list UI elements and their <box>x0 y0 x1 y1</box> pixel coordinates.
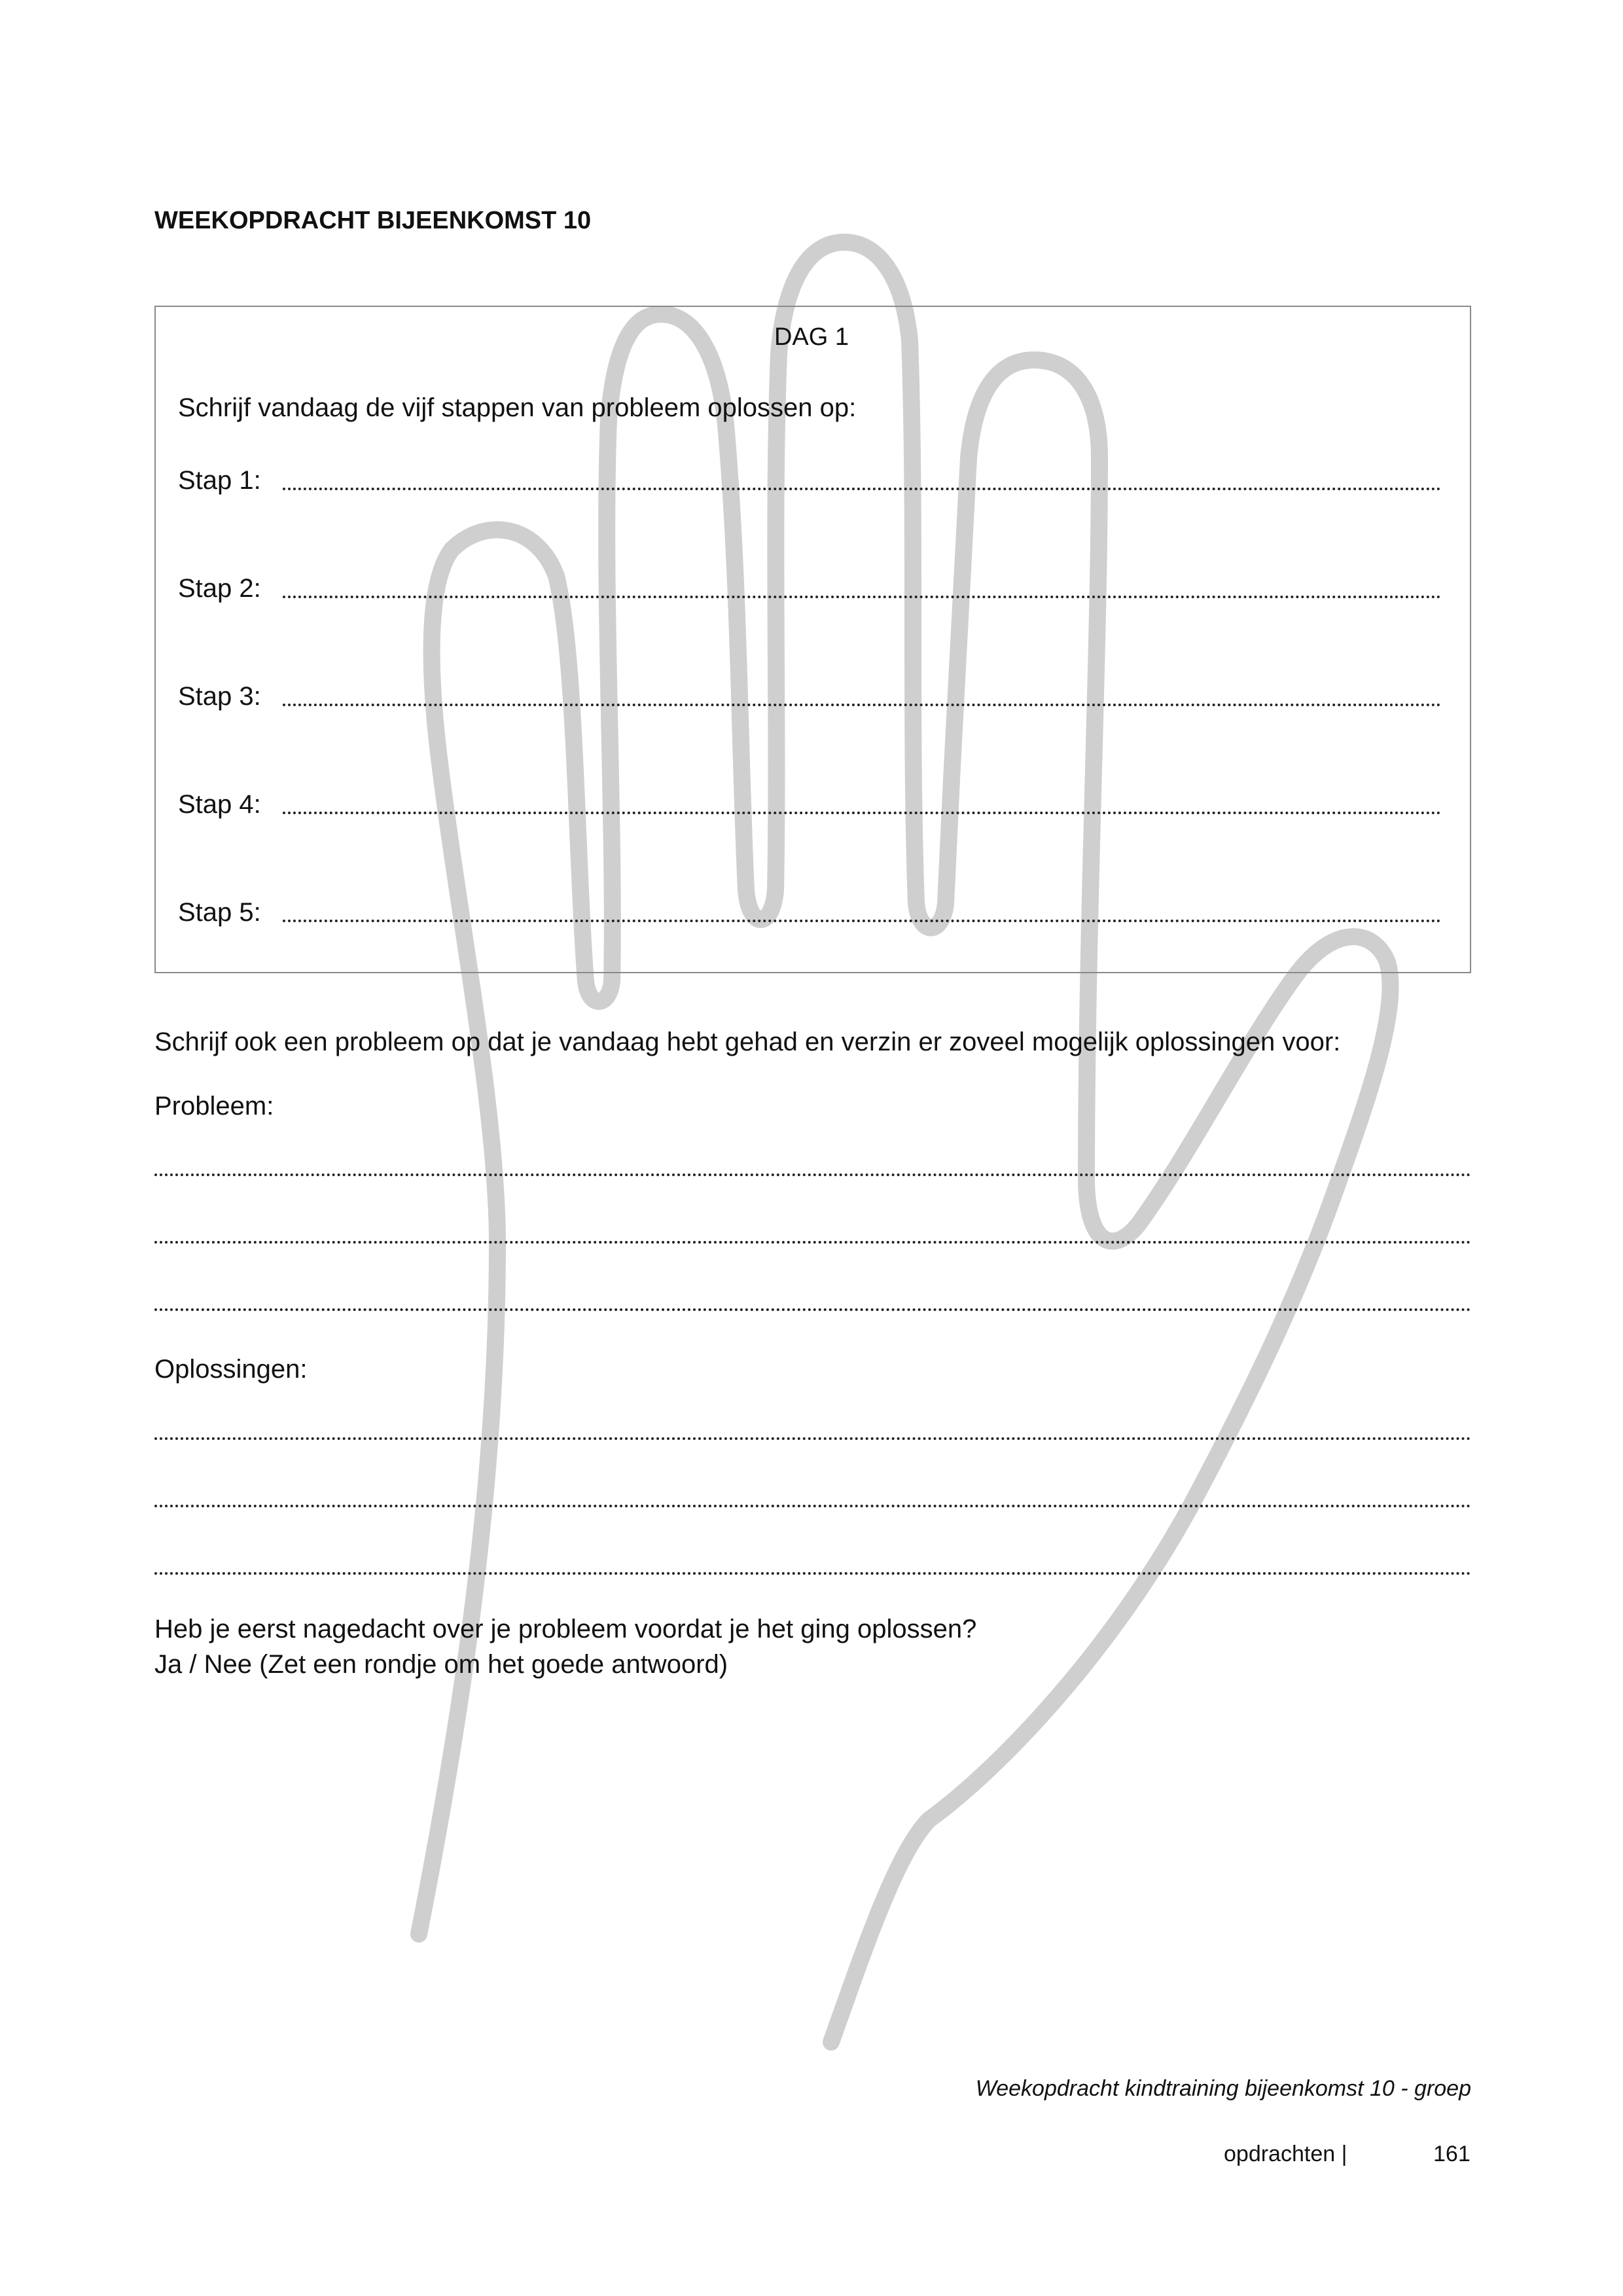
solutions-label: Oplossingen: <box>154 1355 308 1384</box>
answer-line[interactable] <box>283 488 1441 490</box>
question-text: Heb je eerst nagedacht over je probleem voordat je het ging oplossen? <box>154 1615 977 1643</box>
solution-line-2[interactable] <box>154 1505 1471 1507</box>
footer-section: opdrachten | <box>1224 2142 1347 2166</box>
step-3-row <box>178 679 1441 711</box>
problem-line-2[interactable] <box>154 1241 1471 1244</box>
step-label: Stap 1: <box>178 466 261 495</box>
answer-line[interactable] <box>283 920 1441 922</box>
problem-instruction: Schrijf ook een probleem op dat je vandaag hebt gehad en verzin er zoveel mogelijk oplossingen voor: <box>154 1028 1341 1056</box>
solution-line-1[interactable] <box>154 1437 1471 1440</box>
problem-line-3[interactable] <box>154 1308 1471 1311</box>
steps-instruction: Schrijf vandaag de vijf stappen van probleem oplossen op: <box>178 393 857 422</box>
footer-caption: Weekopdracht kindtraining bijeenkomst 10 - groep <box>975 2076 1471 2101</box>
problem-label: Probleem: <box>154 1092 274 1121</box>
problem-line-1[interactable] <box>154 1174 1471 1176</box>
answer-choice-text: Ja / Nee (Zet een rondje om het goede antwoord) <box>154 1650 728 1679</box>
step-label: Stap 5: <box>178 898 261 927</box>
solution-line-3[interactable] <box>154 1572 1471 1575</box>
step-2-row <box>178 571 1441 603</box>
step-5-row <box>178 895 1441 927</box>
page-title: WEEKOPDRACHT BIJEENKOMST 10 <box>154 207 592 234</box>
step-4-row <box>178 787 1441 819</box>
step-label: Stap 2: <box>178 574 261 603</box>
answer-line[interactable] <box>283 596 1441 598</box>
day-heading: DAG 1 <box>774 323 849 351</box>
page-number: 161 <box>1433 2142 1471 2166</box>
answer-line[interactable] <box>283 704 1441 706</box>
step-label: Stap 4: <box>178 790 261 819</box>
answer-line[interactable] <box>283 812 1441 814</box>
step-label: Stap 3: <box>178 682 261 711</box>
step-1-row <box>178 463 1441 495</box>
reflection-question <box>154 1611 976 1682</box>
